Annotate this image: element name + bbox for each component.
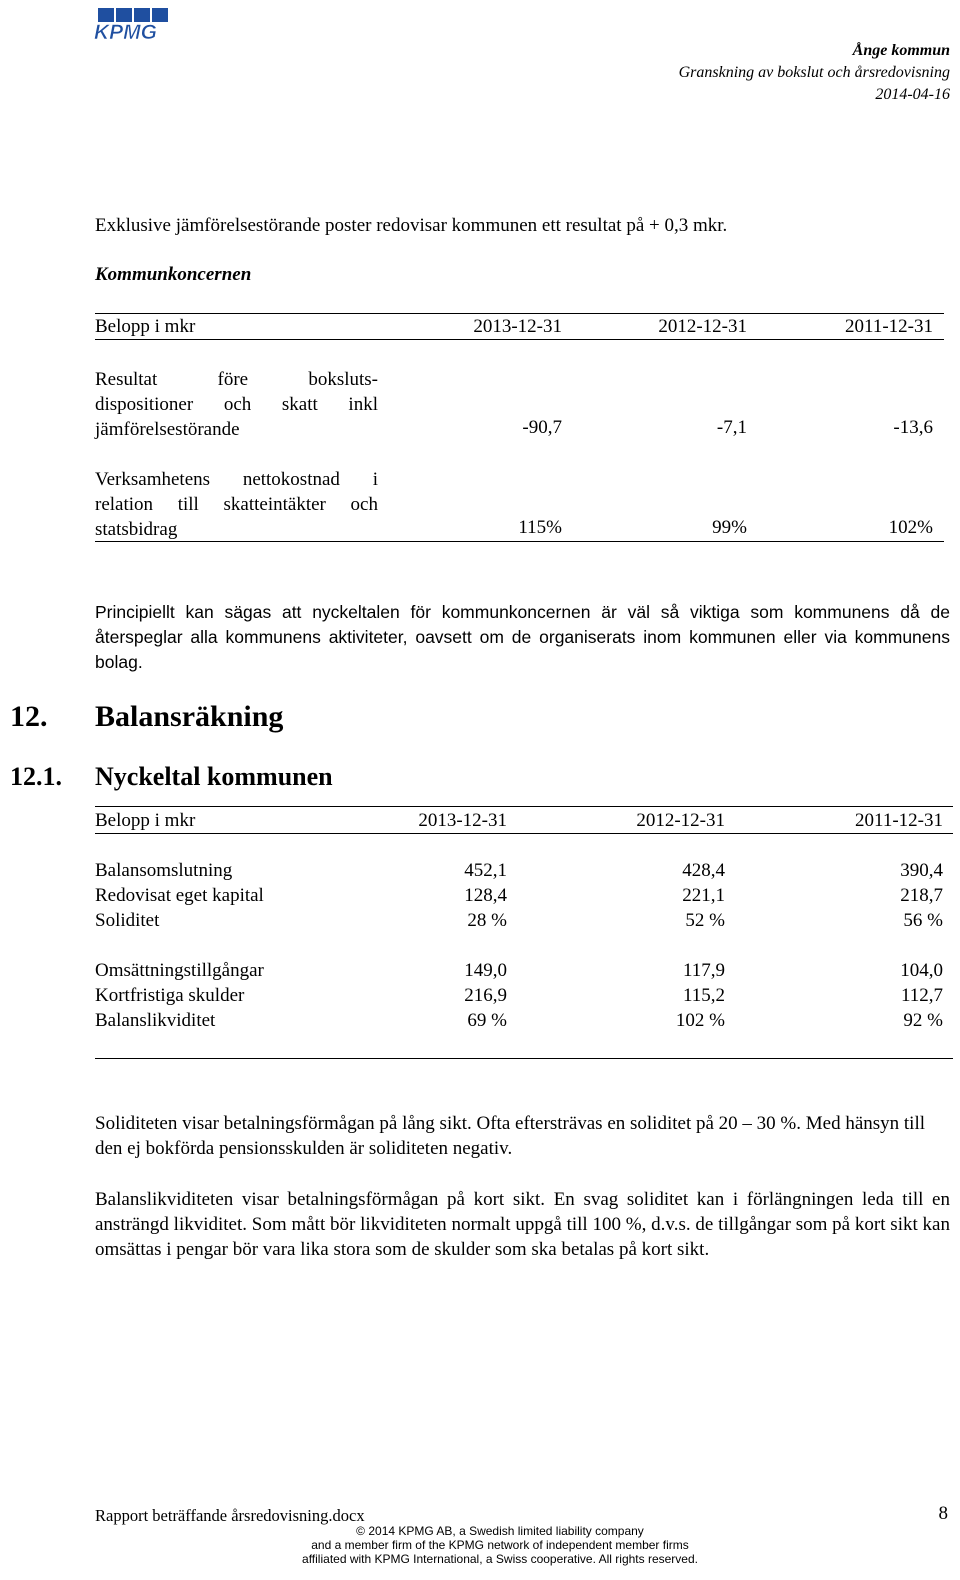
row-label: Soliditet	[95, 910, 160, 931]
table-cell: 56 %	[903, 910, 943, 931]
table-cell: 92 %	[903, 1010, 943, 1031]
section-title: Balansräkning	[95, 700, 284, 733]
table-row-label	[95, 467, 378, 542]
intro-paragraph: Exklusive jämförelsestörande poster redovisar kommunen ett resultat på + 0,3 mkr.	[95, 215, 728, 236]
table-cell: 452,1	[464, 860, 507, 881]
column-header-2012: 2012-12-31	[636, 810, 725, 831]
subsection-number: 12.1.	[10, 762, 62, 791]
table-cell: 216,9	[464, 985, 507, 1006]
nyckeltal-top-rule	[95, 806, 953, 807]
table-cell: 117,9	[682, 960, 725, 981]
page-number: 8	[938, 1503, 948, 1524]
header-rule	[95, 339, 944, 340]
table-cell: 104,0	[900, 960, 943, 981]
label-line: statsbidrag	[95, 519, 178, 540]
table-cell: 52 %	[685, 910, 725, 931]
footer-copyright-line: © 2014 KPMG AB, a Swedish limited liability company	[356, 1524, 644, 1538]
table-cell: 221,1	[682, 885, 725, 906]
section-number: 12.	[10, 700, 48, 733]
koncern-table	[95, 313, 944, 543]
table-cell: 69 %	[467, 1010, 507, 1031]
table-top-rule	[95, 313, 944, 314]
table-cell: 390,4	[900, 860, 943, 881]
table-row	[95, 960, 943, 985]
column-header-2011: 2011-12-31	[855, 810, 943, 831]
nyckeltal-header-row	[95, 810, 943, 835]
row-label: Kortfristiga skulder	[95, 985, 245, 1006]
kpmg-logo-text: KPMG	[94, 21, 157, 42]
label-line: Resultat före boksluts-	[95, 369, 378, 390]
table-cell: 99%	[712, 517, 747, 538]
row-label: Redovisat eget kapital	[95, 885, 264, 906]
header-date: 2014-04-16	[875, 86, 950, 103]
column-header-label: Belopp i mkr	[95, 316, 196, 337]
row-label: Balanslikviditet	[95, 1010, 216, 1031]
table-row	[95, 860, 943, 885]
likviditet-paragraph: Balanslikviditeten visar betalningsförmågan på kort sikt. En svag soliditet kan i förlängningen leda till en ansträngd likviditet. Som mått bör likviditeten normalt uppgå till 100 %, d.v.s. de tillgångar som på kort sikt kan omsättas i pengar bör vara lika stora som de skulder som ska betalas på kort sikt.	[95, 1189, 950, 1260]
row-label: Omsättningstillgångar	[95, 960, 264, 981]
table-cell: 115,2	[682, 985, 725, 1006]
label-line: Verksamhetens nettokostnad i	[95, 469, 378, 490]
column-header-2012: 2012-12-31	[658, 316, 747, 337]
soliditet-paragraph: Soliditeten visar betalningsförmågan på lång sikt. Ofta eftersträvas en soliditet på 20 – 30 %. Med hänsyn till den ej bokförda pensionsskulden är soliditeten negativ.	[95, 1113, 926, 1159]
label-line: dispositioner och skatt inkl	[95, 394, 378, 415]
table-row-label	[95, 367, 378, 442]
subsection-title: Nyckeltal kommunen	[95, 762, 333, 791]
column-header-2013: 2013-12-31	[473, 316, 562, 337]
kpmg-logo	[92, 8, 180, 42]
table-cell: 112,7	[900, 985, 943, 1006]
table-cell: -13,6	[893, 417, 933, 438]
label-line: relation till skatteintäkter och	[95, 494, 378, 515]
nyckeltal-bottom-rule	[95, 1058, 953, 1059]
footer-copyright-line: and a member firm of the KPMG network of independent member firms	[311, 1538, 689, 1552]
nyckeltal-header-rule	[95, 833, 953, 834]
table-cell: 115%	[518, 517, 562, 538]
table-cell: 218,7	[900, 885, 943, 906]
koncern-title: Kommunkoncernen	[95, 264, 252, 285]
table-cell: -7,1	[716, 417, 747, 438]
table-row	[95, 1010, 943, 1035]
table-bottom-rule	[95, 541, 944, 542]
header-report-title: Granskning av bokslut och årsredovisning	[678, 64, 950, 81]
table-row	[95, 910, 943, 935]
table-row	[95, 985, 943, 1010]
table-cell: 102 %	[675, 1010, 725, 1031]
footer-copyright-line: affiliated with KPMG International, a Swiss cooperative. All rights reserved.	[302, 1552, 698, 1566]
column-header-label: Belopp i mkr	[95, 810, 196, 831]
table-cell: 102%	[888, 517, 933, 538]
column-header-2011: 2011-12-31	[845, 316, 933, 337]
table-cell: 128,4	[464, 885, 507, 906]
table-cell: 149,0	[464, 960, 507, 981]
footer-filename: Rapport beträffande årsredovisning.docx	[95, 1506, 365, 1525]
table-row	[95, 885, 943, 910]
label-line: jämförelsestörande	[95, 419, 240, 440]
column-header-2013: 2013-12-31	[418, 810, 507, 831]
header-municipality: Ånge kommun	[852, 42, 950, 59]
table-cell: 428,4	[682, 860, 725, 881]
principle-paragraph: Principiellt kan sägas att nyckeltalen för kommunkoncernen är väl så viktiga som kommunens då de återspeglar alla kommunens aktiviteter, oavsett om de organiserats inom kommunen eller via kommunens bolag.	[95, 602, 950, 672]
table-cell: 28 %	[467, 910, 507, 931]
table-cell: -90,7	[522, 417, 562, 438]
row-label: Balansomslutning	[95, 860, 233, 881]
